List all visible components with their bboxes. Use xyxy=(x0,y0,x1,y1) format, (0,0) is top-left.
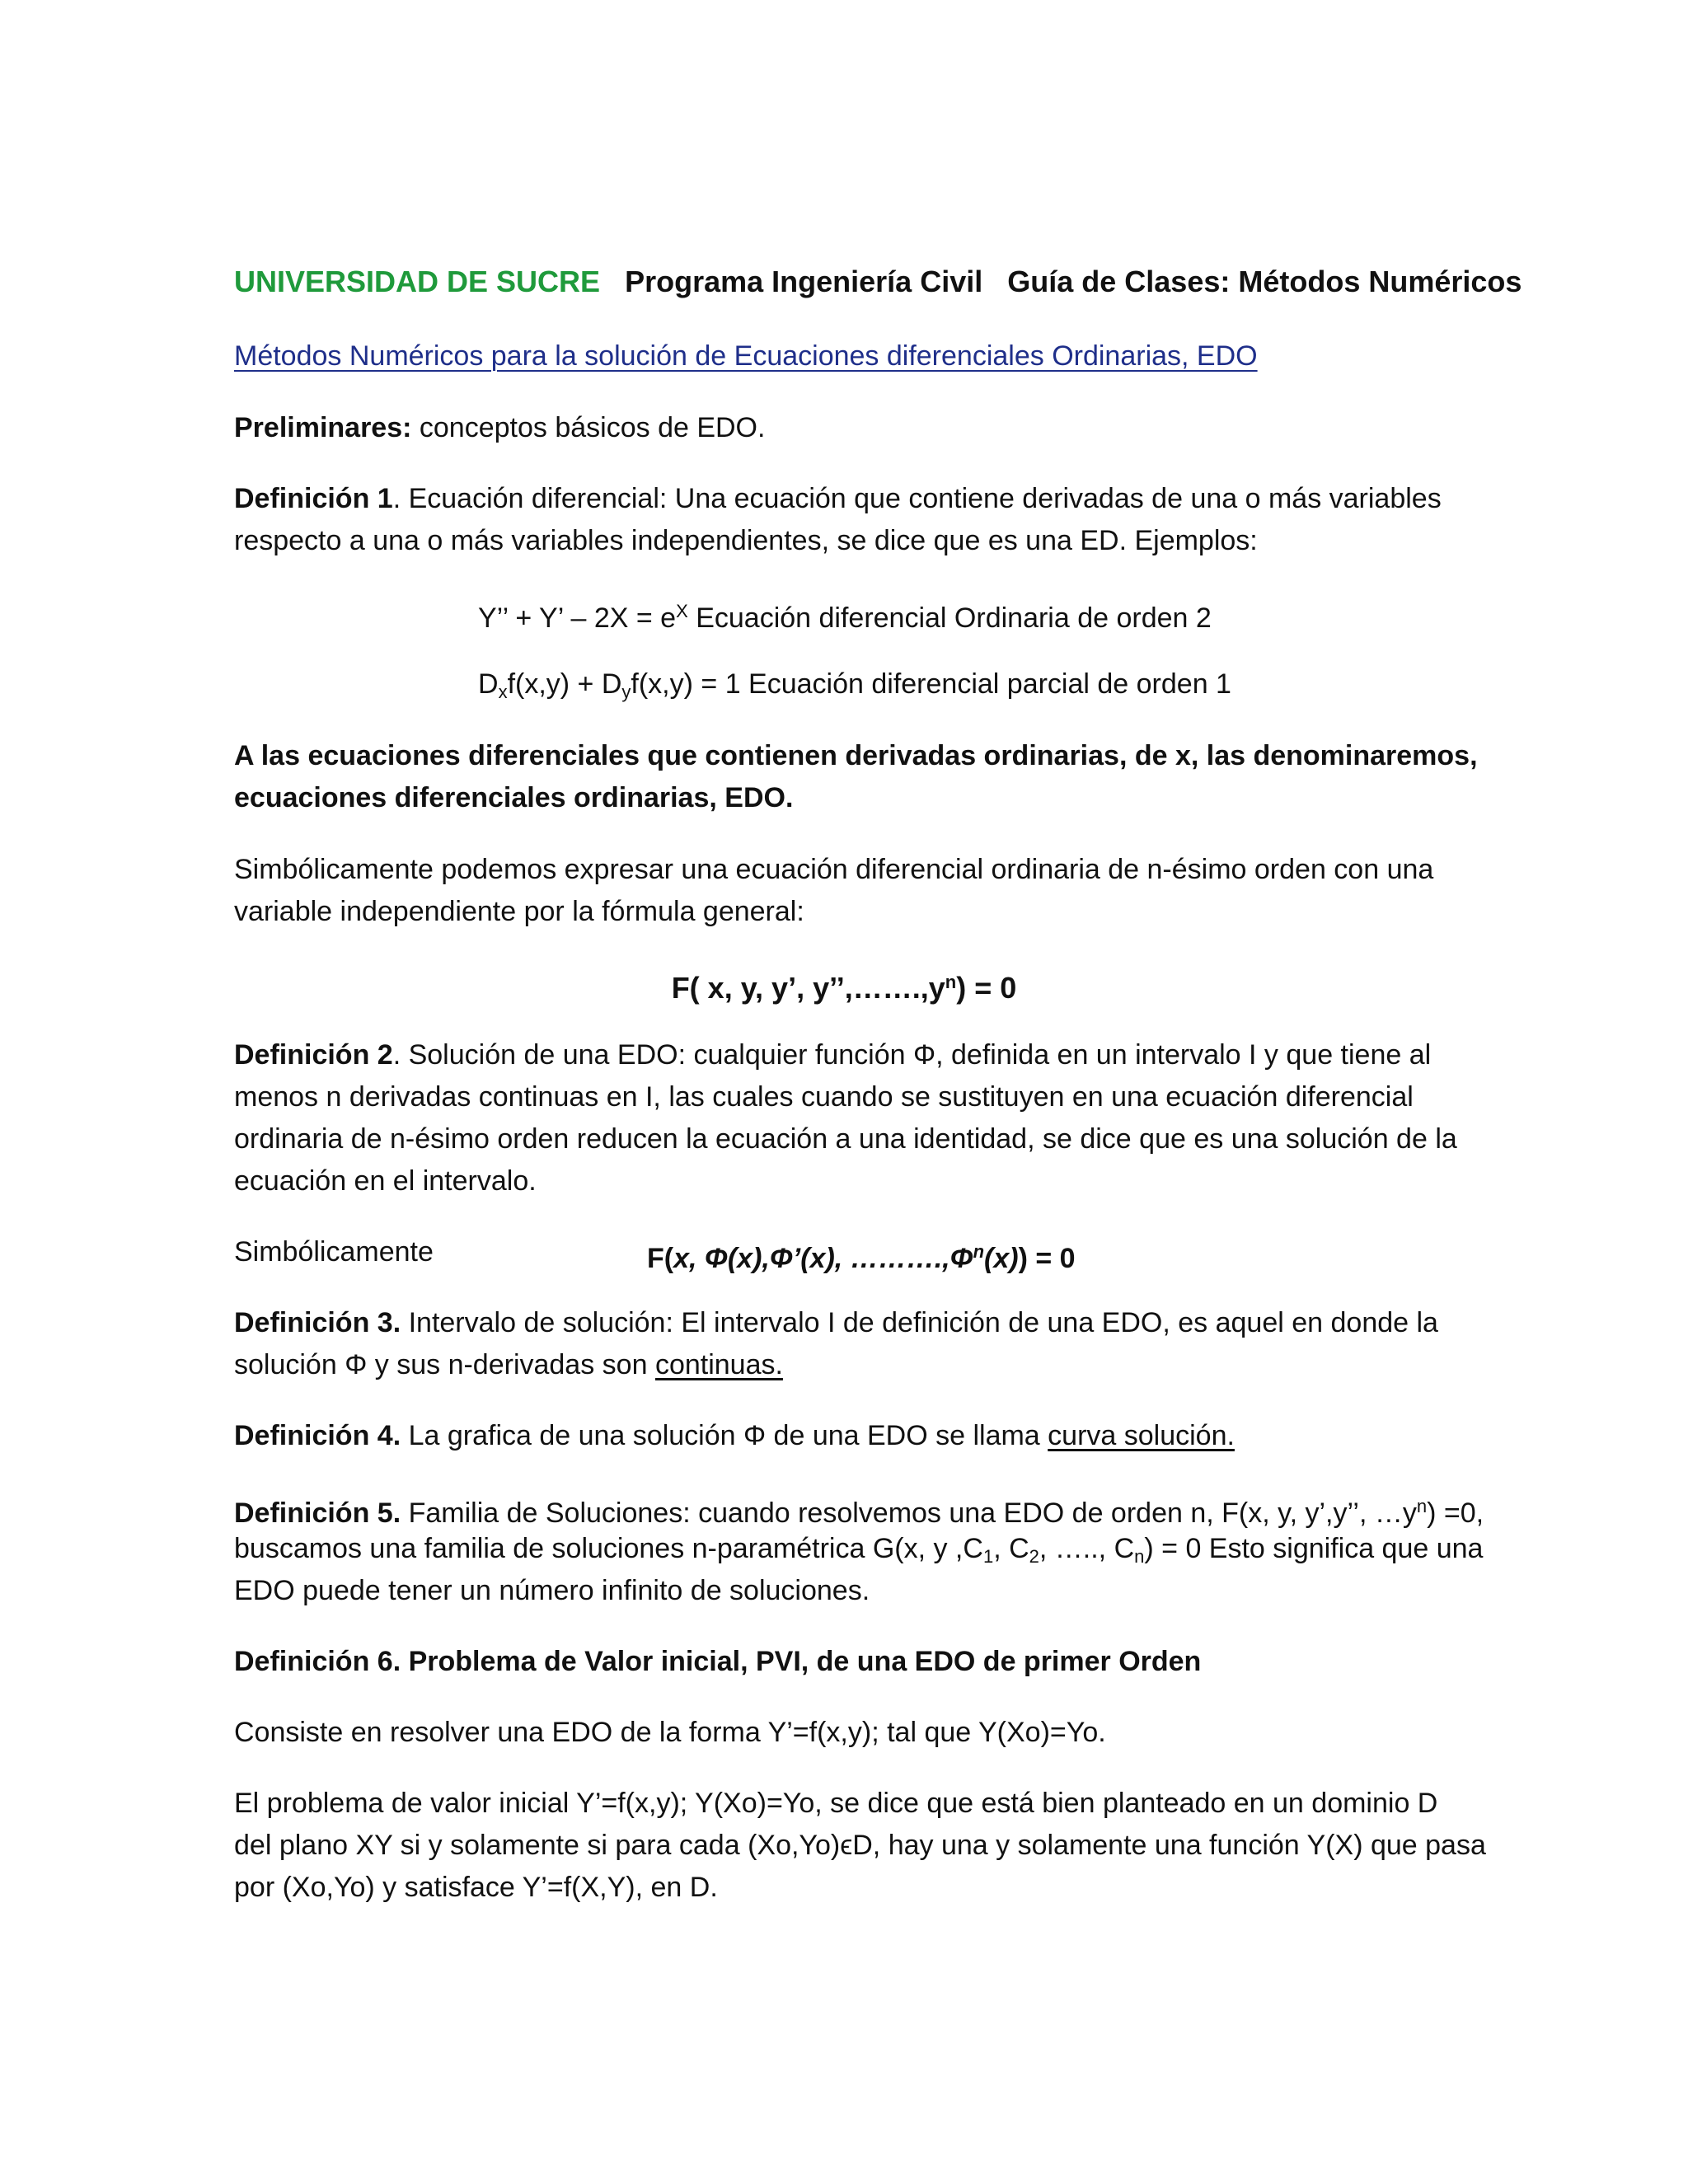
example-ode xyxy=(478,593,1212,636)
simbolicamente-label: Simbólicamente xyxy=(234,1236,434,1268)
def4-text: La grafica de una solución Φ de una EDO se llama xyxy=(401,1420,1048,1451)
def6-title: Definición 6. Problema de Valor inicial, PVI, de una EDO de primer Orden xyxy=(234,1646,1202,1677)
def4-label: Definición 4. xyxy=(234,1420,401,1451)
preliminares-label: Preliminares: xyxy=(234,412,412,443)
def3-label: Definición 3. xyxy=(234,1307,401,1338)
def5-text2b: , C xyxy=(993,1533,1029,1564)
def1-line1 xyxy=(234,480,1442,517)
solution-formula-args-end: (x) xyxy=(984,1243,1019,1274)
final-para-line3: por (Xo,Yo) y satisface Y’=f(X,Y), en D. xyxy=(234,1872,718,1903)
example-ode-lhs: Y’’ + Y’ – 2X = e xyxy=(478,602,677,634)
def2-line2: menos n derivadas continuas en I, las cuales cuando se sustituyen en una ecuación diferencial xyxy=(234,1081,1414,1113)
def5-text1b: ) =0, xyxy=(1427,1497,1484,1529)
solution-formula-f: F( xyxy=(647,1243,674,1274)
example-pde-sub-y: y xyxy=(621,682,631,702)
def2-text1: . Solución de una EDO: cualquier función Φ, definida en un intervalo I y que tiene al xyxy=(392,1039,1432,1071)
def2-line3: ordinaria de n-ésimo orden reducen la ecuación a una identidad, se dice que es una solución de la xyxy=(234,1123,1457,1155)
def5-text2a: buscamos una familia de soluciones n-paramétrica G(x, y ,C xyxy=(234,1533,983,1564)
general-formula-sup: n xyxy=(945,972,957,992)
example-ode-sup: X xyxy=(676,601,688,621)
solution-formula-args: x, Φ(x),Φ’(x), ……….,Φ xyxy=(673,1243,973,1274)
university-name: UNIVERSIDAD DE SUCRE xyxy=(234,265,601,298)
simb-para-line2: variable independiente por la fórmula general: xyxy=(234,896,804,927)
def3-text1: Intervalo de solución: El intervalo I de definición de una EDO, es aquel en donde la xyxy=(401,1307,1438,1338)
def1-text2: respecto a una o más variables independientes, se dice que es una ED. Ejemplos: xyxy=(234,525,1258,556)
def4-line xyxy=(234,1418,1235,1454)
def5-subn: n xyxy=(1134,1546,1145,1567)
def3-line1 xyxy=(234,1305,1438,1341)
def1-text1: . Ecuación diferencial: Una ecuación que contiene derivadas de una o más variables xyxy=(392,483,1442,514)
example-pde-mid: f(x,y) + D xyxy=(507,668,622,700)
final-para-line1: El problema de valor inicial Y’=f(x,y); Y(Xo)=Yo, se dice que está bien planteado en un dominio D xyxy=(234,1788,1438,1819)
final-para-line2: del plano XY si y solamente si para cada (Xo,Yo)ϵD, hay una y solamente una función Y(X) que pasa xyxy=(234,1830,1486,1861)
def2-line4: ecuación en el intervalo. xyxy=(234,1165,537,1197)
def2-label: Definición 2 xyxy=(234,1039,393,1071)
preliminares-text: conceptos básicos de EDO. xyxy=(411,412,766,443)
def5-text2d: ) = 0 Esto significa que una xyxy=(1144,1533,1484,1564)
def5-line1 xyxy=(234,1488,1484,1531)
def1-label: Definición 1 xyxy=(234,483,393,514)
def3-text2: solución Φ y sus n-derivadas son xyxy=(234,1349,655,1380)
def5-text1a: Familia de Soluciones: cuando resolvemos una EDO de orden n, F(x, y, y’,y’’, …y xyxy=(401,1497,1417,1529)
bold-para-line1: A las ecuaciones diferenciales que contienen derivadas ordinarias, de x, las denominaremos, xyxy=(234,740,1478,771)
def2-line1 xyxy=(234,1037,1431,1073)
general-formula-main: F( x, y, y’, y’’,…….,y xyxy=(671,971,945,1005)
def5-label: Definición 5. xyxy=(234,1497,401,1529)
solution-formula-sup: n xyxy=(973,1241,985,1262)
bold-para-line2: ecuaciones diferenciales ordinarias, EDO. xyxy=(234,782,794,813)
def3-underlined: continuas. xyxy=(654,1349,783,1380)
def5-sup: n xyxy=(1416,1496,1428,1516)
general-formula-end: ) = 0 xyxy=(956,971,1017,1005)
example-pde xyxy=(478,666,1231,710)
def1-line2 xyxy=(234,523,1258,559)
solution-formula-end: ) = 0 xyxy=(1018,1243,1076,1274)
program-name: Programa Ingeniería Civil xyxy=(625,265,983,298)
solution-formula xyxy=(647,1234,1076,1277)
def5-sub2: 2 xyxy=(1029,1546,1039,1567)
general-formula xyxy=(0,964,1688,1006)
preliminares-line xyxy=(234,410,765,446)
example-pde-sub-x: x xyxy=(498,682,508,702)
def5-line3: EDO puede tener un número infinito de soluciones. xyxy=(234,1575,870,1606)
subtitle-line xyxy=(234,338,1258,374)
simb-para-line1: Simbólicamente podemos expresar una ecuación diferencial ordinaria de n-ésimo orden con una xyxy=(234,854,1434,885)
def5-text2c: , ….., C xyxy=(1039,1533,1135,1564)
example-pde-d1: D xyxy=(478,668,499,700)
subtitle-link[interactable]: Métodos Numéricos para la solución de Ecuaciones diferenciales Ordinarias, EDO xyxy=(234,340,1258,372)
example-pde-rest: f(x,y) = 1 Ecuación diferencial parcial de orden 1 xyxy=(631,668,1231,700)
def5-line2 xyxy=(234,1530,1483,1575)
page-header xyxy=(234,264,1522,300)
def3-line2 xyxy=(234,1347,783,1383)
example-ode-desc: Ecuación diferencial Ordinaria de orden 2 xyxy=(687,602,1212,634)
def4-underlined: curva solución. xyxy=(1048,1420,1235,1451)
guide-title: Guía de Clases: Métodos Numéricos xyxy=(1007,265,1522,298)
consiste-line: Consiste en resolver una EDO de la forma Y’=f(x,y); tal que Y(Xo)=Yo. xyxy=(234,1717,1106,1748)
def5-sub1: 1 xyxy=(982,1546,994,1567)
